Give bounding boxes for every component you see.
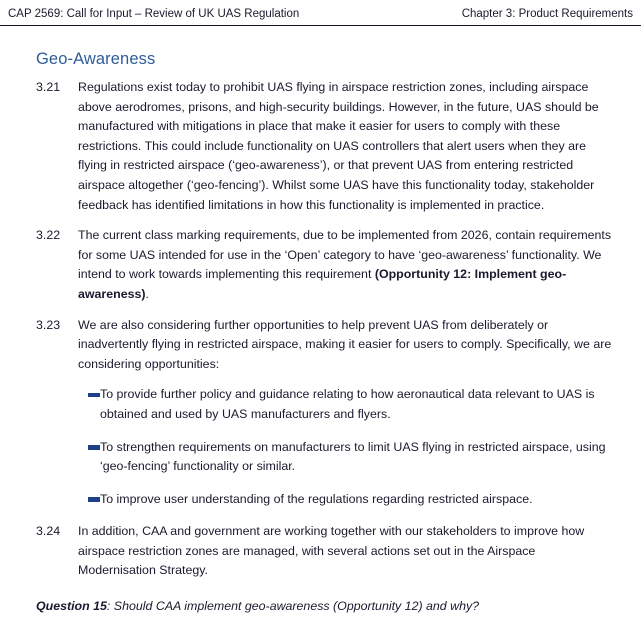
- paragraph-text-run: The current class marking requirements, due to be implemented from 2026, contain requirements for some UAS intended for use in the ‘Open’ category to have ‘geo-awareness’ functionality. We intend to work towards implementing this requirement: [78, 228, 612, 282]
- square-bullet-icon: [88, 393, 100, 398]
- paragraph-3-24: [36, 522, 613, 581]
- paragraph-number: 3.22: [36, 228, 61, 243]
- square-bullet-icon: [88, 445, 100, 450]
- paragraph-body: [78, 226, 613, 304]
- list-item-label: To provide further policy and guidance relating to how aeronautical data relevant to UAS is obtained and used by UAS manufacturers and flyers.: [100, 387, 595, 421]
- paragraph-number: 3.21: [36, 80, 61, 94]
- paragraph-3-22: [36, 226, 613, 304]
- paragraph-text-tail: .: [145, 286, 149, 301]
- question-label: Question 15: [36, 599, 107, 614]
- header-document-title: CAP 2569: Call for Input – Review of UK UAS Regulation: [8, 8, 300, 20]
- page-content: [0, 49, 641, 617]
- square-bullet-icon: [88, 497, 100, 502]
- paragraph-3-23: [36, 316, 613, 375]
- paragraph-body: Regulations exist today to prohibit UAS flying in airspace restriction zones, including airspace above aerodromes, prisons, and high-security buildings. However, in the future, UAS should be manufactured with mitigations in place that make it easier for users to comply with these restrictions. This could include functionality on UAS controllers that alert users when they are flying in restricted airspace (‘geo-awareness’), or that prevent UAS from entering restricted airspace altogether (‘geo-fencing’). Whilst some UAS have this functionality today, stakeholder feedback has identified limitations in how this functionality is implemented in practice.: [78, 80, 599, 212]
- list-item: [36, 490, 613, 510]
- list-item-label: To improve user understanding of the regulations regarding restricted airspace.: [100, 491, 533, 506]
- paragraph-body: In addition, CAA and government are working together with our stakeholders to improve how airspace restriction zones are managed, with several actions set out in the Airspace Modernisation Strategy.: [78, 524, 585, 578]
- question-text: : Should CAA implement geo-awareness (Opportunity 12) and why?: [106, 599, 480, 614]
- opportunity-callout: (Opportunity 12: Implement geo-awareness): [78, 267, 567, 301]
- page-running-header: [0, 0, 641, 26]
- consultation-question: [36, 597, 613, 617]
- opportunities-bullet-list: [36, 385, 613, 509]
- list-item-label: To strengthen requirements on manufacturers to limit UAS flying in restricted airspace, using ‘geo-fencing’ functionality or similar.: [100, 439, 606, 474]
- paragraph-number: 3.23: [36, 317, 61, 332]
- paragraph-body: We are also considering further opportunities to help prevent UAS from deliberately or inadvertently flying in restricted airspace, making it easier for users to comply. Specifically, we are considering opportunities:: [78, 317, 612, 371]
- list-item: [36, 385, 613, 424]
- section-heading-geo-awareness: Geo-Awareness: [36, 50, 156, 68]
- header-chapter-title: Chapter 3: Product Requirements: [461, 8, 633, 20]
- paragraph-3-21: [36, 78, 613, 215]
- paragraph-number: 3.24: [36, 524, 61, 539]
- list-item: [36, 438, 613, 477]
